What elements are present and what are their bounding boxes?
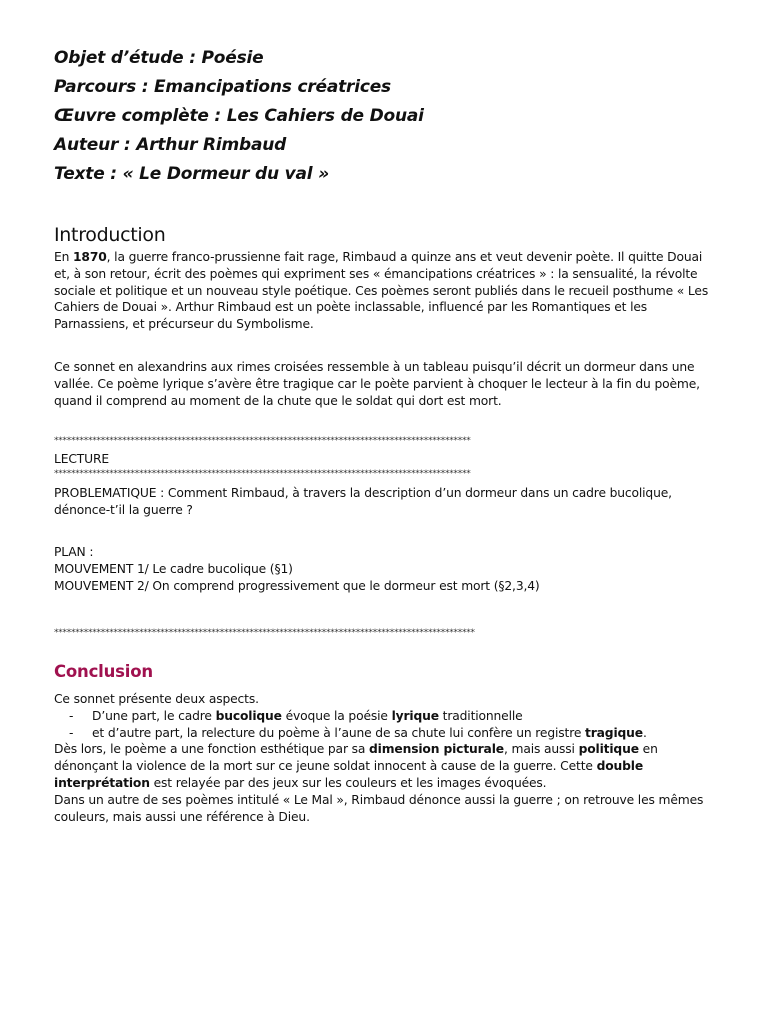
objet-etude-line: Objet d’étude : Poésie <box>54 48 264 68</box>
conclusion-bullet-list <box>54 708 714 742</box>
lecture-label: LECTURE <box>54 452 109 466</box>
conclusion-paragraph-2: Dès lors, le poème a une fonction esthétique par sa dimension picturale, mais aussi politique en dénonçant la violence de la mort sur ce jeune soldat innocent à cause de la guerre. Cette double interprétation est relayée par des jeux sur les couleurs et les images évoquées. <box>54 742 658 790</box>
list-item: - D’une part, le cadre bucolique évoque la poésie lyrique traditionnelle <box>69 708 523 723</box>
parcours-line: Parcours : Emancipations créatrices <box>54 77 391 97</box>
year-bold: 1870 <box>73 250 107 264</box>
conclusion-heading: Conclusion <box>54 662 153 681</box>
bullet-dash: - <box>69 725 74 740</box>
document-header <box>54 44 714 189</box>
list-item: - et d’autre part, la relecture du poème à l’aune de sa chute lui confère un registre tragique. <box>69 725 647 740</box>
separator-line-2: ************************************************************************************************** <box>54 469 471 479</box>
plan-label: PLAN : <box>54 545 94 559</box>
auteur-line: Auteur : Arthur Rimbaud <box>54 135 287 155</box>
conclusion-body <box>54 691 714 825</box>
oeuvre-line: Œuvre complète : Les Cahiers de Douai <box>54 106 424 126</box>
separator-line-1: ************************************************************************************************** <box>54 436 471 446</box>
introduction-paragraph-2: Ce sonnet en alexandrins aux rimes croisées ressemble à un tableau puisqu’il décrit un dormeur dans une vallée. Ce poème lyrique s’avère être tragique car le poète parvient à choquer le lecteur à la fin du poème, quand il comprend au moment de la chute que le soldat qui dort est mort. <box>54 360 700 408</box>
problematique-text: PROBLEMATIQUE : Comment Rimbaud, à travers la description d’un dormeur dans un cadre bucolique, dénonce-t’il la guerre ? <box>54 486 672 517</box>
introduction-paragraph-1: En 1870, la guerre franco-prussienne fait rage, Rimbaud a quinze ans et veut devenir poète. Il quitte Douai et, à son retour, écrit des poèmes qui expriment ses « émancipations créatrices » : la sensualité, la révolte sociale et politique et un nouveau style poétique. Ces poèmes seront publiés dans le recueil posthume « Les Cahiers de Douai ». Arthur Rimbaud est un poète inclassable, influencé par les Romantiques et les Parnassiens, et précurseur du Symbolisme. <box>54 250 709 332</box>
plan-mouvement-2: MOUVEMENT 2/ On comprend progressivement que le dormeur est mort (§2,3,4) <box>54 579 540 593</box>
bullet-dash: - <box>69 708 74 723</box>
plan-mouvement-1: MOUVEMENT 1/ Le cadre bucolique (§1) <box>54 562 293 576</box>
conclusion-intro: Ce sonnet présente deux aspects. <box>54 692 259 706</box>
separator-line-3: *************************************************************************************************** <box>54 628 475 638</box>
introduction-heading: Introduction <box>54 224 166 246</box>
texte-line: Texte : « Le Dormeur du val » <box>54 164 329 184</box>
conclusion-paragraph-3: Dans un autre de ses poèmes intitulé « Le Mal », Rimbaud dénonce aussi la guerre ; on retrouve les mêmes couleurs, mais aussi une référence à Dieu. <box>54 792 704 824</box>
